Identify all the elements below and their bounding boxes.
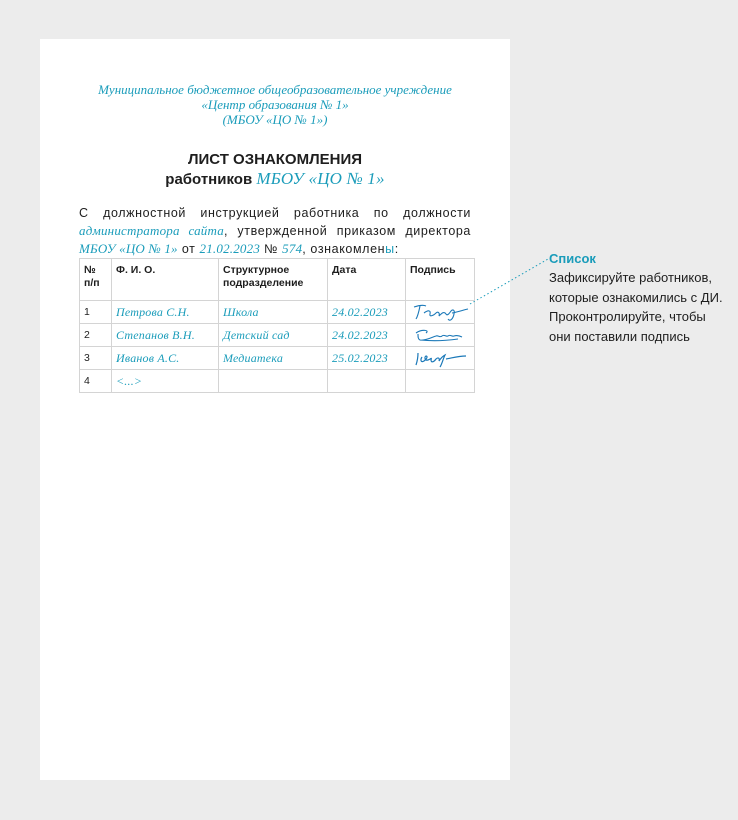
- row-name: Иванов А.С.: [112, 347, 219, 370]
- para-text-6: :: [394, 242, 399, 256]
- header-date: Дата: [328, 259, 406, 301]
- row-department: Детский сад: [219, 324, 328, 347]
- para-position: администратора сайта: [79, 223, 224, 238]
- para-text-5: , ознакомлен: [302, 242, 386, 256]
- header-number: № п/п: [80, 259, 112, 301]
- org-line-3: (МБОУ «ЦО № 1»): [222, 112, 328, 127]
- signature-2-image: [410, 324, 470, 346]
- row-number: 4: [80, 370, 112, 393]
- note-title: Список: [549, 251, 596, 266]
- document-subtitle: [40, 169, 510, 190]
- row-number: 1: [80, 301, 112, 324]
- intro-paragraph: [79, 205, 471, 258]
- para-suffix: ы: [385, 242, 395, 256]
- para-number: 574: [282, 241, 303, 256]
- subtitle-prefix: работников: [165, 171, 253, 188]
- row-name: Степанов В.Н.: [112, 324, 219, 347]
- table-header-row: [80, 259, 475, 301]
- table-row: [80, 370, 475, 393]
- row-signature: [406, 324, 475, 347]
- subtitle-org: МБОУ «ЦО № 1»: [256, 169, 385, 188]
- header-name: Ф. И. О.: [112, 259, 219, 301]
- row-number: 3: [80, 347, 112, 370]
- organization-header: [40, 82, 510, 127]
- para-text-2: , утвержденной приказом директора: [223, 224, 471, 238]
- row-date: 24.02.2023: [328, 301, 406, 324]
- table-row: [80, 324, 475, 347]
- para-org: МБОУ «ЦО № 1»: [79, 241, 178, 256]
- acknowledgement-table: [79, 258, 475, 393]
- header-signature: Подпись: [406, 259, 475, 301]
- row-department: [219, 370, 328, 393]
- row-number: 2: [80, 324, 112, 347]
- note-body: Зафиксируйте работников, которые ознакомились с ДИ. Проконтролируйте, чтобы они поставили подпись: [549, 270, 723, 344]
- para-date: 21.02.2023: [199, 241, 261, 256]
- header-department: Структурное подразделение: [219, 259, 328, 301]
- document-page: [40, 39, 510, 780]
- row-signature: [406, 301, 475, 324]
- row-name: <...>: [112, 370, 219, 393]
- row-name: Петрова С.Н.: [112, 301, 219, 324]
- org-line-1: Муниципальное бюджетное общеобразовательное учреждение: [98, 82, 452, 97]
- org-line-2: «Центр образования № 1»: [201, 97, 349, 112]
- row-signature: [406, 347, 475, 370]
- row-department: Медиатека: [219, 347, 328, 370]
- signature-1-image: [410, 301, 470, 323]
- signature-3-image: [410, 347, 470, 369]
- para-text-4: №: [260, 242, 283, 256]
- table-row: [80, 347, 475, 370]
- table-row: [80, 301, 475, 324]
- document-title: ЛИСТ ОЗНАКОМЛЕНИЯ: [187, 151, 363, 168]
- row-date: 25.02.2023: [328, 347, 406, 370]
- para-text-3: от: [177, 242, 200, 256]
- row-signature: [406, 370, 475, 393]
- row-date: [328, 370, 406, 393]
- row-date: 24.02.2023: [328, 324, 406, 347]
- para-text-1: С должностной инструкцией работника по должности: [79, 206, 471, 220]
- row-department: Школа: [219, 301, 328, 324]
